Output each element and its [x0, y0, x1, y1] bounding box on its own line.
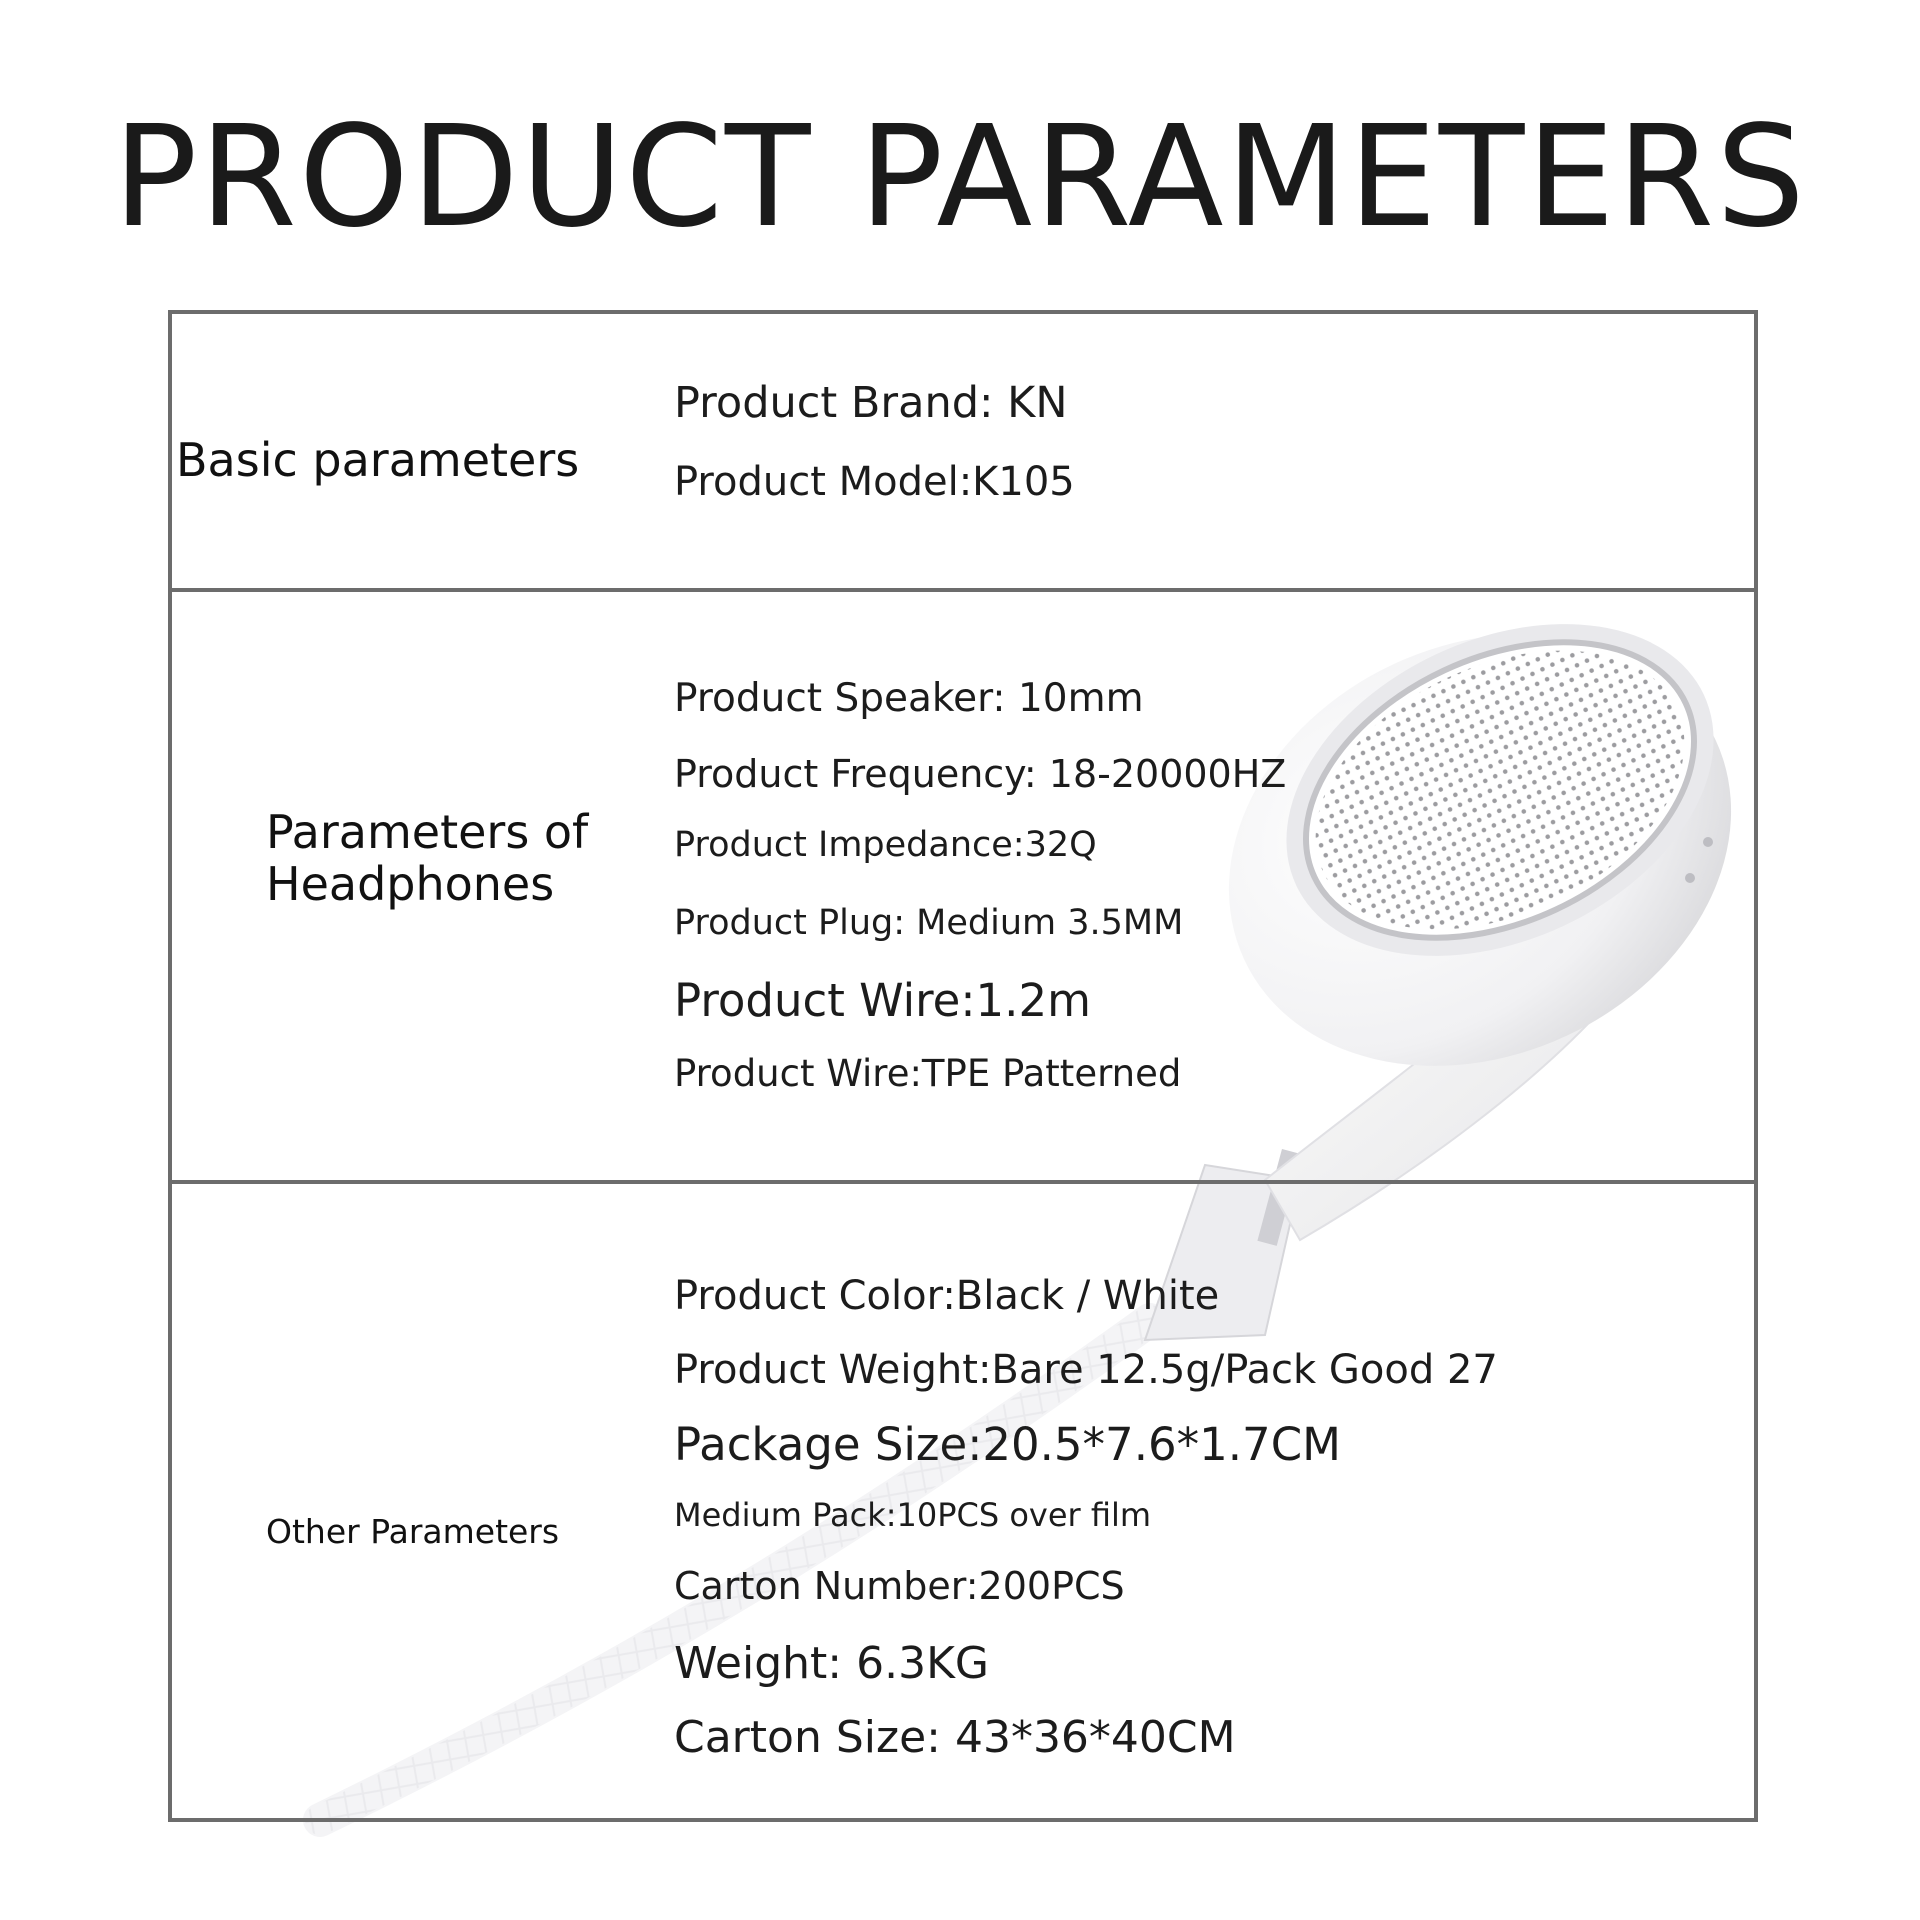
param-brand: Product Brand: KN [674, 378, 1068, 428]
param-plug: Product Plug: Medium 3.5MM [674, 903, 1184, 943]
param-model: Product Model:K105 [674, 459, 1075, 505]
param-speaker: Product Speaker: 10mm [674, 676, 1144, 721]
parameters-table [168, 310, 1758, 1822]
row-divider [172, 588, 1754, 592]
param-weight: Product Weight:Bare 12.5g/Pack Good 27 [674, 1347, 1498, 1393]
param-carton-size: Carton Size: 43*36*40CM [674, 1712, 1236, 1763]
param-carton-weight: Weight: 6.3KG [674, 1638, 990, 1689]
param-wire-length: Product Wire:1.2m [674, 974, 1091, 1027]
section-label-headphones: Parameters of Headphones [266, 805, 589, 911]
param-impedance: Product Impedance:32Q [674, 825, 1097, 865]
row-divider [172, 1180, 1754, 1184]
param-wire-material: Product Wire:TPE Patterned [674, 1052, 1182, 1095]
param-package-size: Package Size:20.5*7.6*1.7CM [674, 1418, 1341, 1471]
param-frequency: Product Frequency: 18-20000HZ [674, 752, 1287, 796]
param-color: Product Color:Black / White [674, 1273, 1220, 1319]
param-carton-number: Carton Number:200PCS [674, 1564, 1125, 1608]
section-label-other: Other Parameters [266, 1512, 560, 1551]
section-label-basic: Basic parameters [176, 433, 580, 487]
page-title: PRODUCT PARAMETERS [113, 96, 1807, 259]
param-medium-pack: Medium Pack:10PCS over film [674, 1496, 1152, 1534]
